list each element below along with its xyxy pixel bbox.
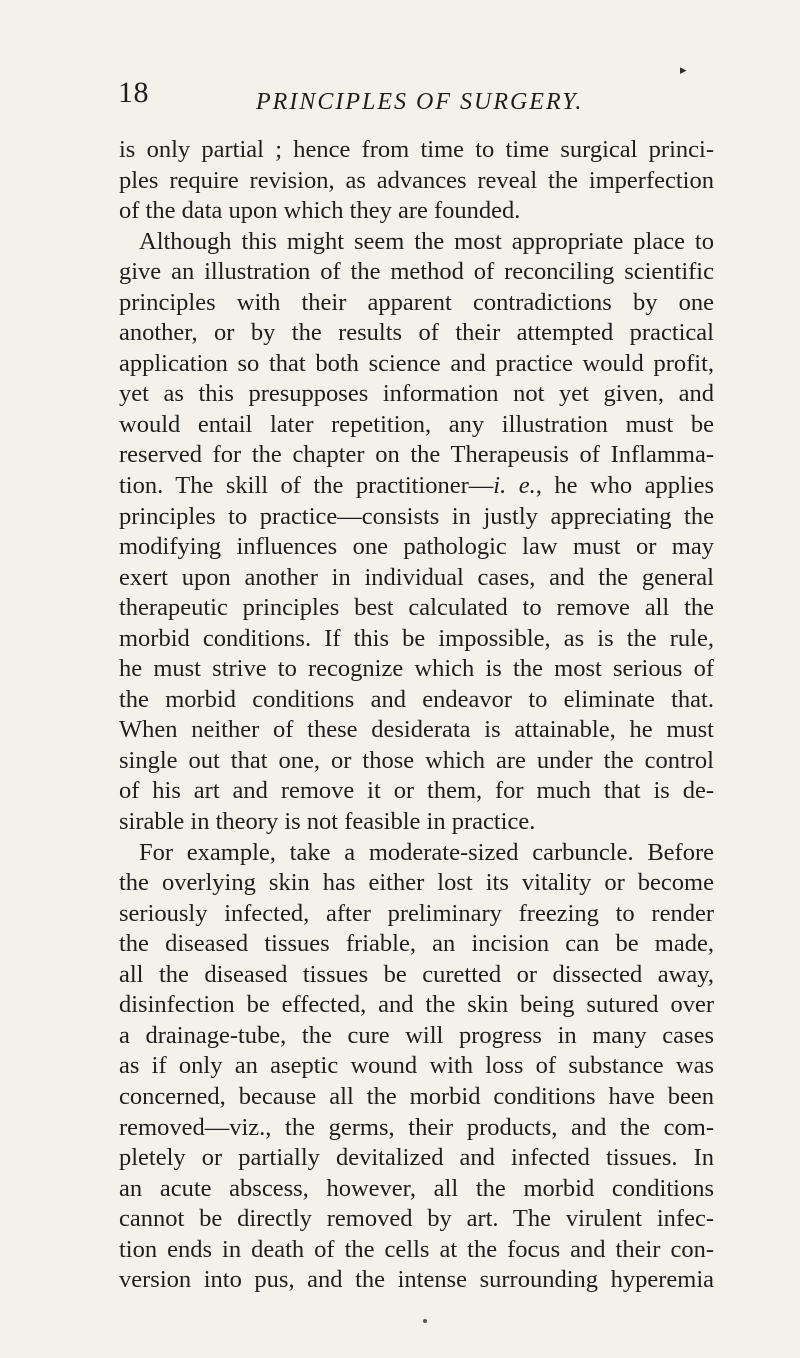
text-line [119, 1113, 714, 1144]
text-line-content: pletely or partially devitalized and infected tissues. In [119, 1144, 714, 1172]
text-line [119, 838, 714, 869]
text-line-content: modifying influences one pathologic law must or may [119, 533, 714, 561]
running-title: PRINCIPLES OF SURGERY. [256, 89, 584, 115]
text-line [119, 685, 714, 716]
page-speck [423, 1319, 427, 1323]
text-line [119, 318, 714, 349]
text-line-content: therapeutic principles best calculated to remove all the [119, 594, 714, 622]
page-number: 18 [118, 76, 149, 109]
text-line [119, 440, 714, 471]
text-line [119, 1235, 714, 1266]
text-line-content: of his art and remove it or them, for much that is de- [119, 777, 714, 805]
text-line [119, 288, 714, 319]
text-line-content: another, or by the results of their attempted practical [119, 319, 714, 347]
text-line [119, 654, 714, 685]
text-line-content: all the diseased tissues be curetted or dissected away, [119, 960, 714, 988]
text-line-content: When neither of these desiderata is attainable, he must [119, 716, 714, 744]
text-line-content: For example, take a moderate-sized carbuncle. Before [139, 838, 714, 866]
text-line-content: of the data upon which they are founded. [119, 197, 521, 225]
text-line-content: an acute abscess, however, all the morbid conditions [119, 1174, 714, 1202]
text-line-content: application so that both science and practice would profit, [119, 349, 714, 377]
text-line-content: a drainage-tube, the cure will progress in many cases [119, 1021, 714, 1049]
text-line [119, 1051, 714, 1082]
text-line [119, 135, 714, 166]
text-line-content: principles with their apparent contradictions by one [119, 288, 714, 316]
text-line-content: the morbid conditions and endeavor to eliminate that. [119, 685, 714, 713]
text-line-content: the overlying skin has either lost its vitality or become [119, 869, 714, 897]
text-line [119, 593, 714, 624]
text-line [119, 257, 714, 288]
page-corner-mark: ▸ [680, 62, 687, 77]
text-line [119, 379, 714, 410]
text-line-content: Although this might seem the most appropriate place to [139, 227, 714, 255]
text-line [119, 1143, 714, 1174]
text-line-content: tion ends in death of the cells at the focus and their con- [119, 1235, 714, 1263]
text-line-content: give an illustration of the method of reconciling scientific [119, 258, 714, 286]
text-line-italic: i. e. [493, 472, 536, 500]
text-line [119, 471, 714, 502]
text-line [119, 532, 714, 563]
text-line-content: concerned, because all the morbid conditions have been [119, 1082, 714, 1110]
text-line-content: is only partial ; hence from time to time surgical princi- [119, 136, 714, 163]
text-line [119, 1082, 714, 1113]
text-line-content: disinfection be effected, and the skin being sutured over [119, 991, 714, 1019]
text-line-content: ples require revision, as advances reveal the imperfection [119, 166, 714, 194]
text-line [119, 166, 714, 197]
text-line-content: tion. The skill of the practitioner— [119, 472, 494, 500]
text-line [119, 502, 714, 533]
text-line-content: single out that one, or those which are under the control [119, 746, 714, 774]
text-line-content: would entail later repetition, any illustration must be [119, 410, 714, 438]
text-line-content: seriously infected, after preliminary freezing to render [119, 899, 714, 927]
text-line [119, 868, 714, 899]
text-line-content: yet as this presupposes information not yet given, and [119, 380, 714, 408]
text-line [119, 899, 714, 930]
text-line-content: sirable in theory is not feasible in practice. [119, 808, 536, 836]
text-line-content: as if only an aseptic wound with loss of substance was [119, 1052, 714, 1080]
text-line [119, 349, 714, 380]
text-line [119, 1265, 714, 1296]
text-line [119, 929, 714, 960]
text-line-content: removed—viz., the germs, their products, and the com- [119, 1113, 714, 1141]
text-line [119, 624, 714, 655]
text-line-content: reserved for the chapter on the Therapeusis of Inflamma- [119, 441, 714, 469]
text-line [119, 960, 714, 991]
text-line-continuation: , he who applies [535, 472, 714, 500]
text-line [119, 1204, 714, 1235]
text-line-content: version into pus, and the intense surrounding hyperemia [119, 1266, 714, 1294]
text-line [119, 410, 714, 441]
text-line-content: exert upon another in individual cases, and the general [119, 563, 714, 591]
text-line [119, 746, 714, 777]
text-line-content: he must strive to recognize which is the most serious of [119, 655, 714, 683]
text-line [119, 776, 714, 807]
text-line [119, 990, 714, 1021]
text-line-content: the diseased tissues friable, an incision can be made, [119, 930, 714, 958]
text-line [119, 196, 714, 227]
text-line-content: cannot be directly removed by art. The virulent infec- [119, 1205, 714, 1233]
text-line [119, 1021, 714, 1052]
text-line-content: morbid conditions. If this be impossible, as is the rule, [119, 624, 714, 652]
text-line-content: principles to practice—consists in justly appreciating the [119, 502, 714, 530]
body-text [119, 135, 714, 1296]
text-line [119, 1174, 714, 1205]
text-line [119, 227, 714, 258]
text-line [119, 715, 714, 746]
text-line [119, 807, 714, 838]
text-line [119, 563, 714, 594]
